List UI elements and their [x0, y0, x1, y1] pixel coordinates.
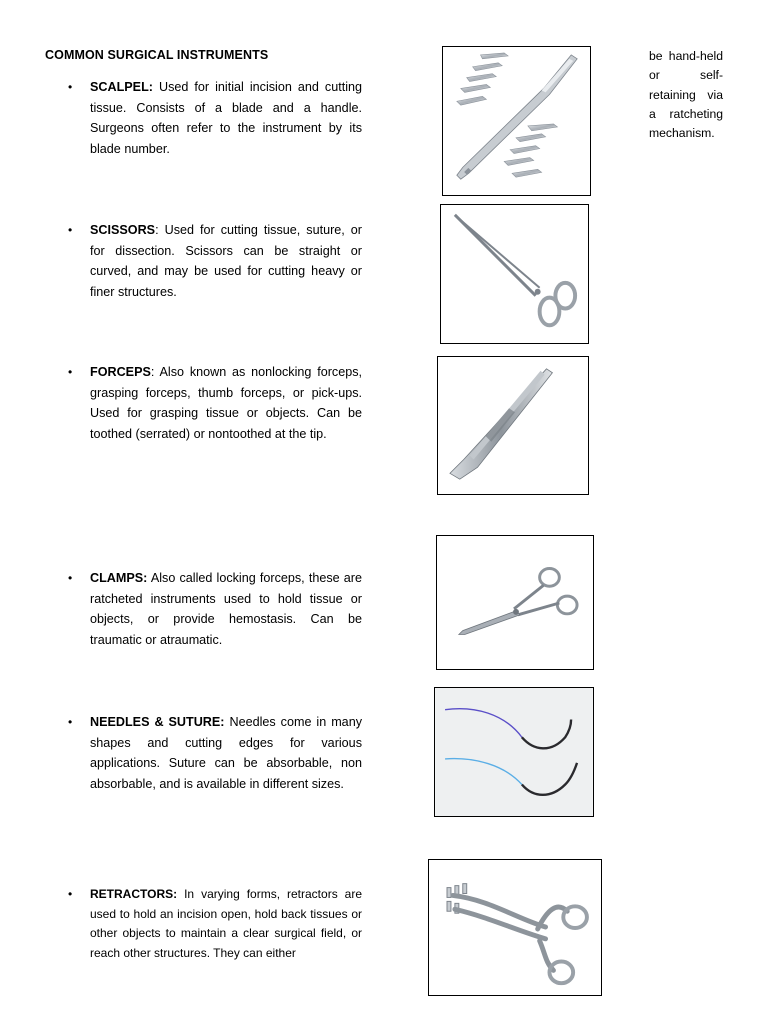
item-description: Used for initial incision and cutting tissue. Consists of a blade and a handle. Surgeons often refer to the instrument by its blade number. [90, 80, 362, 156]
clamp-jaws [459, 611, 520, 635]
list-item-retractors [68, 885, 362, 963]
bullet: • [68, 80, 73, 94]
item-text [90, 712, 362, 794]
item-description: Also called locking forceps, these are ratcheted instruments used to hold tissue or objects, or provide hemostasis. Can be traumatic or atraumatic. [90, 571, 362, 647]
retractor-illustration [429, 860, 601, 995]
bullet: • [68, 715, 73, 729]
list-item-clamps [68, 568, 362, 650]
item-text [90, 568, 362, 650]
bullet: • [68, 571, 73, 585]
list-item-scalpel [68, 77, 362, 159]
item-description: In varying forms, retractors are used to hold an incision open, hold back tissues or other objects to maintain a clear surgical field, or reach other structures. They can either [90, 887, 362, 960]
clamp-shanks [514, 585, 559, 615]
clamp-illustration [437, 536, 593, 669]
item-term: NEEDLES & SUTURE: [90, 715, 225, 729]
clamp-pivot [513, 609, 519, 615]
item-description: : Also known as nonlocking forceps, grasping forceps, thumb forceps, or pick-ups. Used for grasping tissue or objects. Can be toothed (serrated) or nontoothed at the tip. [90, 365, 362, 441]
scissors-blades [455, 215, 540, 296]
item-text [90, 362, 362, 444]
continuation-text: be hand-held or self-retaining via a ratcheting mechanism. [649, 49, 723, 141]
forceps-image [437, 356, 589, 495]
bullet: • [68, 365, 73, 379]
item-text [90, 220, 362, 302]
item-text [90, 77, 362, 159]
bullet: • [68, 887, 73, 901]
scissors-rings [540, 283, 575, 325]
scissors-pivot [535, 289, 541, 295]
blades-bottom [504, 124, 557, 177]
scissors-image [440, 204, 589, 344]
blades-top [457, 53, 508, 105]
list-item-scissors [68, 220, 362, 302]
item-term: CLAMPS: [90, 571, 148, 585]
bullet: • [68, 223, 73, 237]
item-description: Needles come in many shapes and cutting edges for various applications. Suture can be absorbable, non absorbable, and is available in different sizes. [90, 715, 362, 791]
item-term: FORCEPS [90, 365, 151, 379]
page-title: COMMON SURGICAL INSTRUMENTS [45, 48, 269, 62]
forceps-illustration [438, 357, 588, 494]
item-text [90, 885, 362, 963]
item-term: SCALPEL: [90, 80, 153, 94]
item-term: RETRACTORS: [90, 887, 178, 901]
list-item-needles-suture [68, 712, 362, 794]
suture-illustration [435, 688, 593, 816]
forceps-body [450, 369, 553, 479]
retractor-arms [453, 895, 567, 970]
retractor-image [428, 859, 602, 996]
scalpel-illustration [443, 47, 590, 195]
item-term: SCISSORS [90, 223, 156, 237]
scalpel-image [442, 46, 591, 196]
item-description: : Used for cutting tissue, suture, or for dissection. Scissors can be straight or curved, and may be used for cutting heavy or finer structures. [90, 223, 362, 299]
list-item-forceps [68, 362, 362, 444]
scissors-illustration [441, 205, 588, 343]
clamp-image [436, 535, 594, 670]
suture-image [434, 687, 594, 817]
